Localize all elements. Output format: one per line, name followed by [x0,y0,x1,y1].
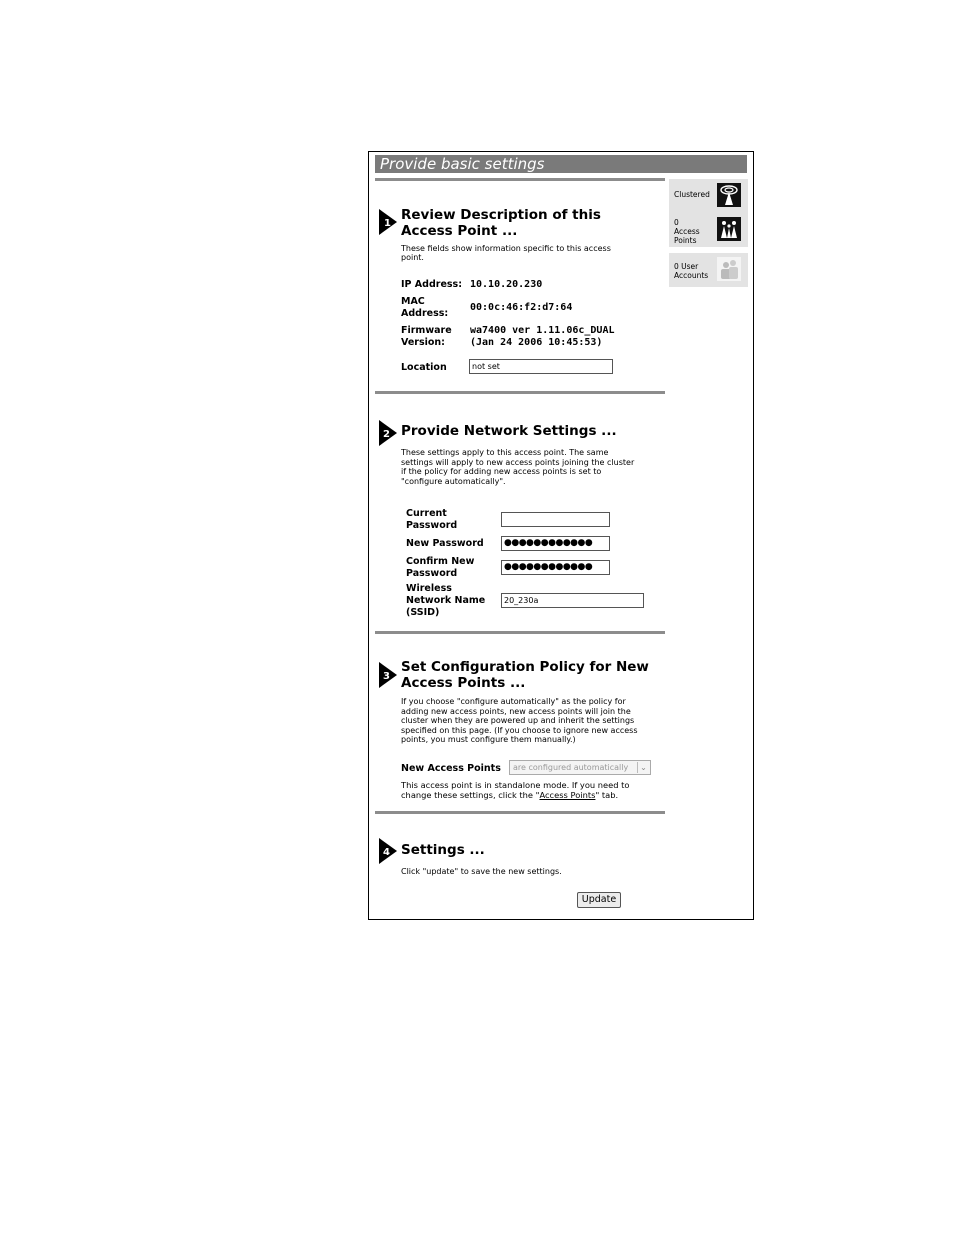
current-password-input[interactable] [501,512,610,527]
confirm-password-input[interactable]: ●●●●●●●●●●●● [501,560,610,575]
section-2-description-line3: if the policy for adding new access points is set to [401,467,602,477]
section-2-title: Provide Network Settings ... [401,423,617,439]
new-password-input[interactable]: ●●●●●●●●●●●● [501,536,610,551]
section-3-description-line2: adding new access points, new access points will join the [401,706,631,716]
clustered-label: Clustered [674,190,710,199]
standalone-note-prefix: change these settings, click the " [401,790,540,800]
step-1-marker [379,209,397,235]
standalone-note-suffix: " tab. [595,790,619,800]
firmware-label: Firmware [401,325,452,336]
access-points-label-2: Points [674,236,697,245]
access-points-link[interactable]: Access Points [539,790,596,800]
section-3-title: Set Configuration Policy for New [401,659,649,675]
ssid-input[interactable]: 20_230a [501,593,644,608]
section-2-description: These settings apply to this access point. The same [401,448,609,457]
ssid-label-3: (SSID) [406,607,440,618]
section-divider [375,811,665,814]
section-2-description-line2: settings will apply to new access points joining the cluster [401,457,635,467]
section-2-description-line4: "configure automatically". [401,476,506,486]
firmware-build-date: (Jan 24 2006 10:45:53) [470,337,603,348]
step-4-number: 4 [383,847,390,858]
access-points-status[interactable] [669,213,748,247]
section-4-description: Click "update" to save the new settings. [401,867,562,876]
step-3-number: 3 [383,671,390,682]
new-password-label: New Password [406,538,484,549]
standalone-note-line2 [401,791,618,801]
ip-address-label: IP Address: [401,279,462,290]
step-3-marker [379,662,397,688]
access-points-count: 0 [674,218,679,227]
policy-select[interactable] [509,760,651,775]
access-points-icon [717,217,741,241]
user-accounts-label-2: Accounts [674,271,709,280]
user-accounts-status[interactable] [669,253,748,287]
ssid-label: Wireless [406,583,452,594]
standalone-note: This access point is in standalone mode. If you need to [401,780,630,790]
section-divider [375,631,665,634]
ip-address-value: 10.10.20.230 [470,279,543,290]
clustered-status[interactable] [669,179,748,213]
policy-select-value: are configured automatically [513,763,629,772]
section-divider [375,391,665,394]
section-3-description-line3: cluster when they are powered up and inherit the settings [401,716,635,726]
firmware-version-value: wa7400 ver 1.11.06c_DUAL [470,325,615,336]
users-icon [717,257,741,281]
current-password-label-2: Password [406,520,458,531]
location-input[interactable]: not set [469,359,613,374]
mac-address-label-2: Address: [401,308,449,319]
page-title-bar [375,155,747,173]
section-3-title-line2: Access Points ... [401,675,526,691]
mac-address-value: 00:0c:46:f2:d7:64 [470,302,573,313]
section-3-description: If you choose "configure automatically" as the policy for [401,697,626,706]
confirm-password-label-2: Password [406,568,458,579]
ssid-label-2: Network Name [406,595,486,606]
section-3-description-line5: points, you must configure them manually.) [401,735,576,745]
new-access-points-label: New Access Points [401,763,501,774]
cluster-antenna-icon [717,183,741,207]
settings-panel [368,151,754,920]
step-1-number: 1 [384,218,391,229]
confirm-password-label: Confirm New [406,556,475,567]
user-accounts-label: 0 User [674,262,699,271]
section-1-description-line2: point. [401,253,424,262]
step-2-marker [379,420,397,446]
section-divider [375,178,665,181]
step-2-number: 2 [383,429,390,440]
mac-address-label: MAC [401,296,425,307]
section-4-title: Settings ... [401,842,485,858]
section-3-description-line4: specified on this page. (If you choose to ignore new access [401,725,638,735]
access-points-label: Access [674,227,700,236]
section-1-title: Review Description of this [401,207,601,223]
firmware-label-2: Version: [401,337,445,348]
step-4-marker [379,838,397,864]
location-label: Location [401,362,447,373]
current-password-label: Current [406,508,447,519]
chevron-down-icon: ⌄ [637,762,649,773]
section-1-title-line2: Access Point ... [401,223,518,239]
update-button[interactable]: Update [577,892,621,908]
section-1-description: These fields show information specific to this access [401,244,611,253]
page-title: Provide basic settings [380,155,545,173]
